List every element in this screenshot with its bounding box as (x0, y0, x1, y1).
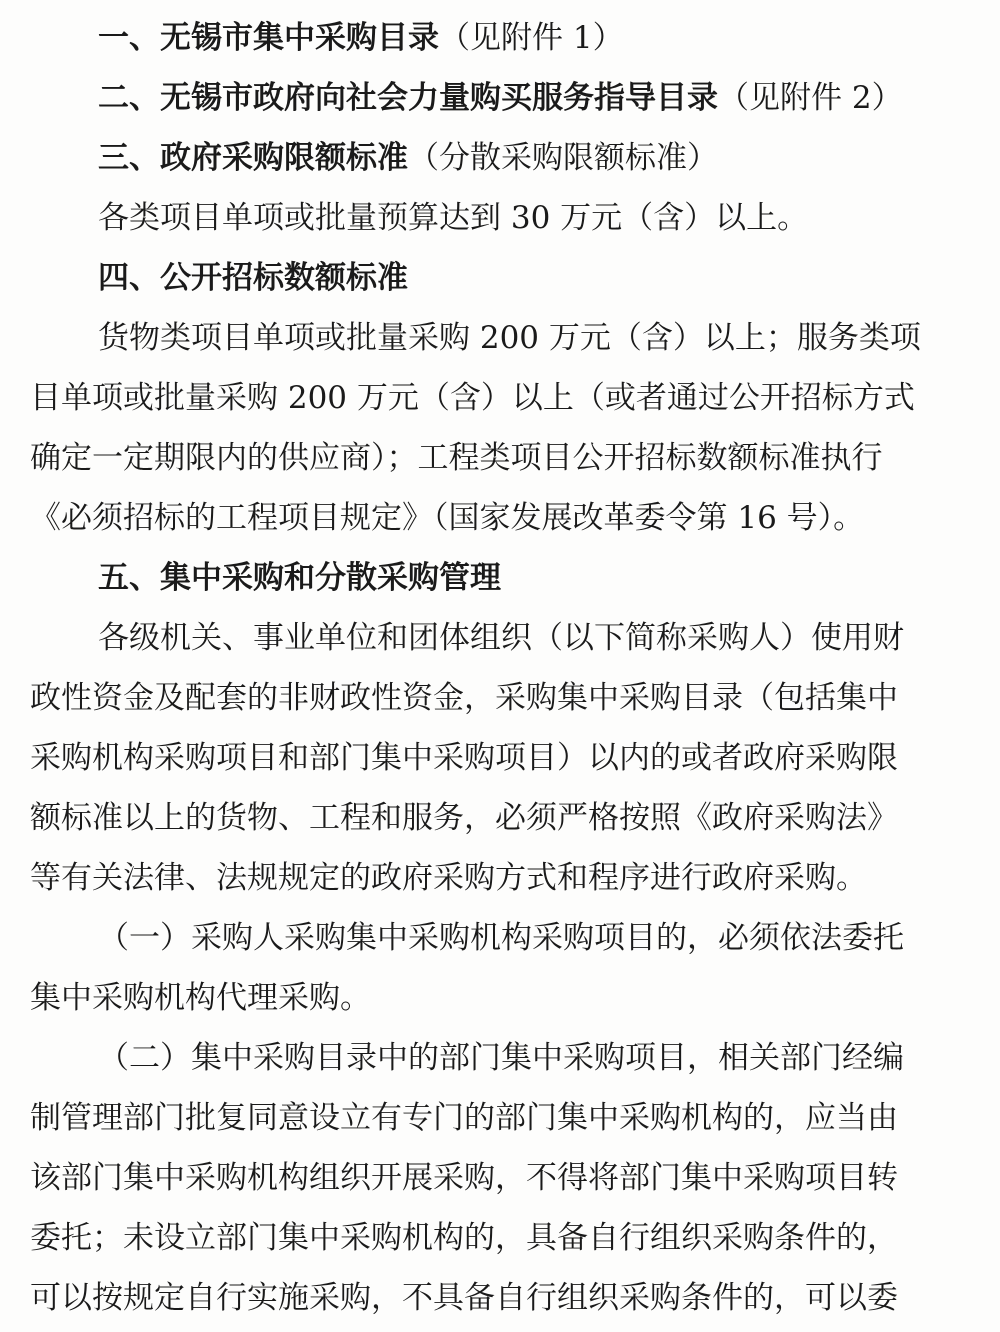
heading-title: 三、政府采购限额标准 (98, 140, 408, 176)
paragraph-line: 等有关法律、法规规定的政府采购方式和程序进行政府采购。 (30, 860, 867, 896)
paragraph-line: 制管理部门批复同意设立有专门的部门集中采购机构的，应当由 (30, 1100, 898, 1136)
section-heading-3 (0, 128, 1000, 188)
heading-title: 五、集中采购和分散采购管理 (98, 560, 501, 596)
section-heading-1 (0, 8, 1000, 68)
paragraph-line: 委托；未设立部门集中采购机构的，具备自行组织采购条件的， (30, 1220, 898, 1256)
paragraph-line: 该部门集中采购机构组织开展采购，不得将部门集中采购项目转 (30, 1160, 898, 1196)
paragraph-line: 确定一定期限内的供应商）；工程类项目公开招标数额标准执行 (30, 440, 883, 476)
paragraph-line: 政性资金及配套的非财政性资金，采购集中采购目录（包括集中 (30, 680, 898, 716)
section-heading-2 (0, 68, 1000, 128)
section-heading-5 (0, 548, 1000, 608)
paragraph-line: 各级机关、事业单位和团体组织（以下简称采购人）使用财 (98, 620, 904, 656)
section-heading-4 (0, 248, 1000, 308)
paragraph-line: 额标准以上的货物、工程和服务，必须严格按照《政府采购法》 (30, 800, 898, 836)
heading-title: 四、公开招标数额标准 (98, 260, 408, 296)
paragraph-line: 货物类项目单项或批量采购 200 万元（含）以上；服务类项 (98, 320, 921, 356)
paragraph-line: 《必须招标的工程项目规定》（国家发展改革委令第 16 号）。 (30, 500, 865, 536)
paragraph-line: 集中采购机构代理采购。 (30, 980, 371, 1016)
paragraph-line: 各类项目单项或批量预算达到 30 万元（含）以上。 (98, 200, 809, 236)
paragraph-line: 可以按规定自行实施采购，不具备自行组织采购条件的，可以委 (30, 1280, 898, 1316)
heading-note: （见附件 2） (718, 80, 903, 116)
paragraph-line: 目单项或批量采购 200 万元（含）以上（或者通过公开招标方式 (30, 380, 915, 416)
paragraph-line: （二）集中采购目录中的部门集中采购项目，相关部门经编 (98, 1040, 904, 1076)
heading-title: 一、无锡市集中采购目录 (98, 20, 439, 56)
paragraph-line: 采购机构采购项目和部门集中采购项目）以内的或者政府采购限 (30, 740, 898, 776)
heading-title: 二、无锡市政府向社会力量购买服务指导目录 (98, 80, 718, 116)
heading-note: （见附件 1） (439, 20, 624, 56)
paragraph-line: （一）采购人采购集中采购机构采购项目的，必须依法委托 (98, 920, 904, 956)
heading-note: （分散采购限额标准） (408, 140, 718, 176)
